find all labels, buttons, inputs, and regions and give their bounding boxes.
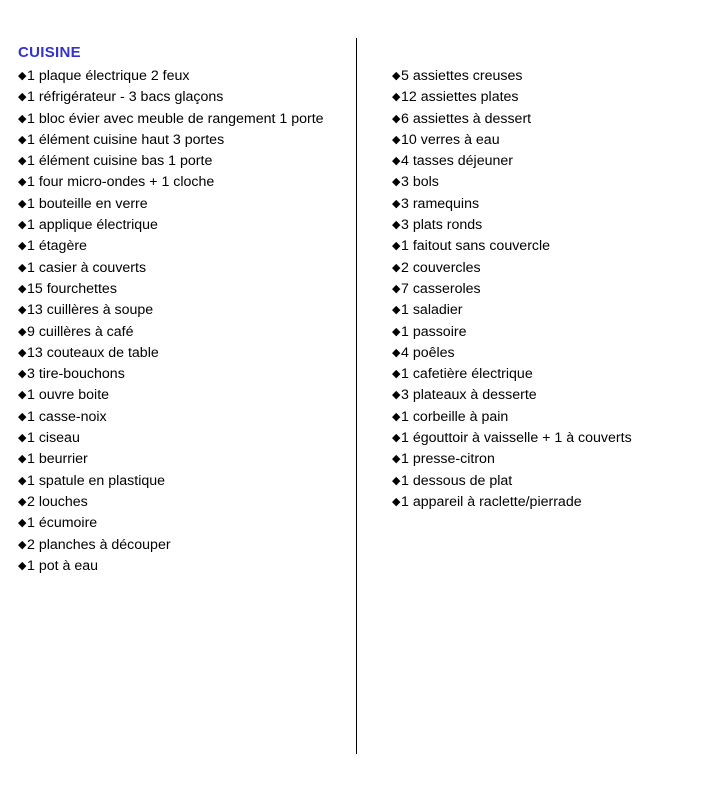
bullet-icon: ◆	[18, 197, 27, 210]
list-item-label: 7 casseroles	[401, 280, 481, 297]
list-item	[392, 449, 692, 470]
page-title: CUISINE	[18, 44, 81, 61]
bullet-icon: ◆	[392, 495, 401, 508]
bullet-icon: ◆	[18, 368, 27, 381]
bullet-icon: ◆	[392, 304, 401, 317]
list-item-label: 1 applique électrique	[27, 217, 158, 234]
bullet-icon: ◆	[392, 410, 401, 423]
column-divider	[356, 38, 357, 754]
bullet-icon: ◆	[392, 219, 401, 232]
list-item-label: 2 planches à découper	[27, 536, 171, 553]
bullet-icon: ◆	[18, 389, 27, 402]
bullet-icon: ◆	[18, 304, 27, 317]
bullet-icon: ◆	[392, 261, 401, 274]
bullet-icon: ◆	[392, 325, 401, 338]
list-item	[392, 300, 692, 321]
list-item-label: 12 assiettes plates	[401, 89, 519, 106]
list-item-label: 1 pot à eau	[27, 557, 98, 574]
list-item-label: 1 réfrigérateur - 3 bacs glaçons	[27, 89, 224, 106]
list-item	[392, 236, 692, 257]
list-item-label: 4 poêles	[401, 344, 455, 361]
list-item-label: 1 casse-noix	[27, 408, 107, 425]
list-item-label: 1 presse-citron	[401, 451, 495, 468]
list-item-label: 1 saladier	[401, 302, 463, 319]
list-item-label: 3 plats ronds	[401, 217, 483, 234]
list-item	[18, 513, 348, 534]
list-item	[18, 87, 348, 108]
bullet-icon: ◆	[392, 112, 401, 125]
bullet-icon: ◆	[18, 538, 27, 551]
list-item-label: 13 cuillères à soupe	[27, 302, 154, 319]
list-item-label: 1 élément cuisine haut 3 portes	[27, 131, 225, 148]
bullet-icon: ◆	[18, 346, 27, 359]
bullet-icon: ◆	[18, 410, 27, 423]
list-item-label: 2 couvercles	[401, 259, 481, 276]
list-item	[18, 66, 348, 87]
list-item-label: 10 verres à eau	[401, 131, 500, 148]
list-item-label: 1 beurrier	[27, 451, 88, 468]
bullet-icon: ◆	[392, 389, 401, 402]
list-item-label: 1 écumoire	[27, 515, 98, 532]
list-item-label: 1 ouvre boite	[27, 387, 110, 404]
list-item	[392, 215, 692, 236]
bullet-icon: ◆	[392, 453, 401, 466]
list-item-label: 1 cafetière électrique	[401, 366, 533, 383]
list-item	[18, 258, 348, 279]
list-item-label: 1 élément cuisine bas 1 porte	[27, 153, 213, 170]
list-item	[18, 556, 348, 577]
list-item	[392, 109, 692, 130]
list-item-label: 1 bouteille en verre	[27, 195, 148, 212]
list-item-label: 1 corbeille à pain	[401, 408, 509, 425]
list-item-label: 1 égouttoir à vaisselle + 1 à couverts	[401, 430, 632, 447]
list-item-label: 4 tasses déjeuner	[401, 153, 513, 170]
list-item-label: 3 tire-bouchons	[27, 366, 125, 383]
list-item-label: 1 spatule en plastique	[27, 472, 166, 489]
bullet-icon: ◆	[18, 155, 27, 168]
list-item-label: 3 bols	[401, 174, 439, 191]
bullet-icon: ◆	[392, 346, 401, 359]
list-item-label: 1 passoire	[401, 323, 467, 340]
list-item-label: 1 appareil à raclette/pierrade	[401, 493, 582, 510]
list-item	[392, 385, 692, 406]
list-item	[18, 236, 348, 257]
bullet-icon: ◆	[18, 282, 27, 295]
bullet-icon: ◆	[392, 474, 401, 487]
bullet-icon: ◆	[18, 559, 27, 572]
list-item	[18, 194, 348, 215]
list-item-label: 9 cuillères à café	[27, 323, 134, 340]
bullet-icon: ◆	[392, 240, 401, 253]
list-item	[392, 364, 692, 385]
bullet-icon: ◆	[392, 133, 401, 146]
list-item	[18, 151, 348, 172]
bullet-icon: ◆	[18, 261, 27, 274]
list-item-label: 13 couteaux de table	[27, 344, 159, 361]
bullet-icon: ◆	[18, 176, 27, 189]
list-item	[18, 109, 348, 130]
list-item	[18, 300, 348, 321]
list-item-label: 1 plaque électrique 2 feux	[27, 68, 190, 84]
bullet-icon: ◆	[18, 240, 27, 253]
bullet-icon: ◆	[18, 133, 27, 146]
list-item-label: 1 faitout sans couvercle	[401, 238, 551, 255]
list-item	[392, 471, 692, 492]
list-item-label: 2 louches	[27, 493, 88, 510]
list-item	[18, 364, 348, 385]
list-item-label: 1 four micro-ondes + 1 cloche	[27, 174, 215, 191]
list-item	[392, 343, 692, 364]
list-item	[392, 87, 692, 108]
list-item-label: 1 étagère	[27, 238, 87, 255]
list-item	[18, 130, 348, 151]
bullet-icon: ◆	[392, 70, 401, 82]
inventory-column-left	[18, 66, 348, 577]
bullet-icon: ◆	[18, 70, 27, 82]
list-item	[392, 130, 692, 151]
list-item	[18, 471, 348, 492]
list-item	[18, 172, 348, 193]
bullet-icon: ◆	[392, 282, 401, 295]
list-item-label: 1 casier à couverts	[27, 259, 147, 276]
bullet-icon: ◆	[18, 474, 27, 487]
list-item	[392, 428, 692, 449]
list-item	[392, 258, 692, 279]
inventory-column-right	[392, 66, 692, 513]
list-item	[18, 322, 348, 343]
bullet-icon: ◆	[392, 155, 401, 168]
bullet-icon: ◆	[18, 495, 27, 508]
inventory-list-right	[392, 66, 692, 513]
list-item	[392, 151, 692, 172]
bullet-icon: ◆	[18, 325, 27, 338]
bullet-icon: ◆	[392, 176, 401, 189]
bullet-icon: ◆	[18, 432, 27, 445]
list-item	[392, 172, 692, 193]
list-item-label: 1 ciseau	[27, 430, 80, 447]
bullet-icon: ◆	[392, 368, 401, 381]
list-item	[392, 407, 692, 428]
list-item	[392, 322, 692, 343]
bullet-icon: ◆	[18, 219, 27, 232]
list-item	[18, 343, 348, 364]
list-item	[18, 279, 348, 300]
list-item	[392, 194, 692, 215]
bullet-icon: ◆	[392, 197, 401, 210]
list-item	[18, 492, 348, 513]
bullet-icon: ◆	[18, 91, 27, 104]
bullet-icon: ◆	[18, 517, 27, 530]
list-item	[18, 385, 348, 406]
bullet-icon: ◆	[392, 91, 401, 104]
list-item-label: 6 assiettes à dessert	[401, 110, 532, 127]
list-item-label: 15 fourchettes	[27, 280, 117, 297]
list-item	[18, 215, 348, 236]
list-item-label: 1 dessous de plat	[401, 472, 513, 489]
bullet-icon: ◆	[18, 112, 27, 125]
bullet-icon: ◆	[392, 432, 401, 445]
list-item	[18, 449, 348, 470]
inventory-list-left	[18, 66, 348, 577]
list-item	[18, 407, 348, 428]
list-item-label: 5 assiettes creuses	[401, 68, 523, 84]
list-item	[392, 66, 692, 87]
list-item	[18, 428, 348, 449]
list-item	[392, 492, 692, 513]
list-item-label: 1 bloc évier avec meuble de rangement 1 porte	[27, 110, 324, 127]
list-item-label: 3 plateaux à desserte	[401, 387, 537, 404]
bullet-icon: ◆	[18, 453, 27, 466]
list-item-label: 3 ramequins	[401, 195, 480, 212]
list-item	[392, 279, 692, 300]
list-item	[18, 535, 348, 556]
